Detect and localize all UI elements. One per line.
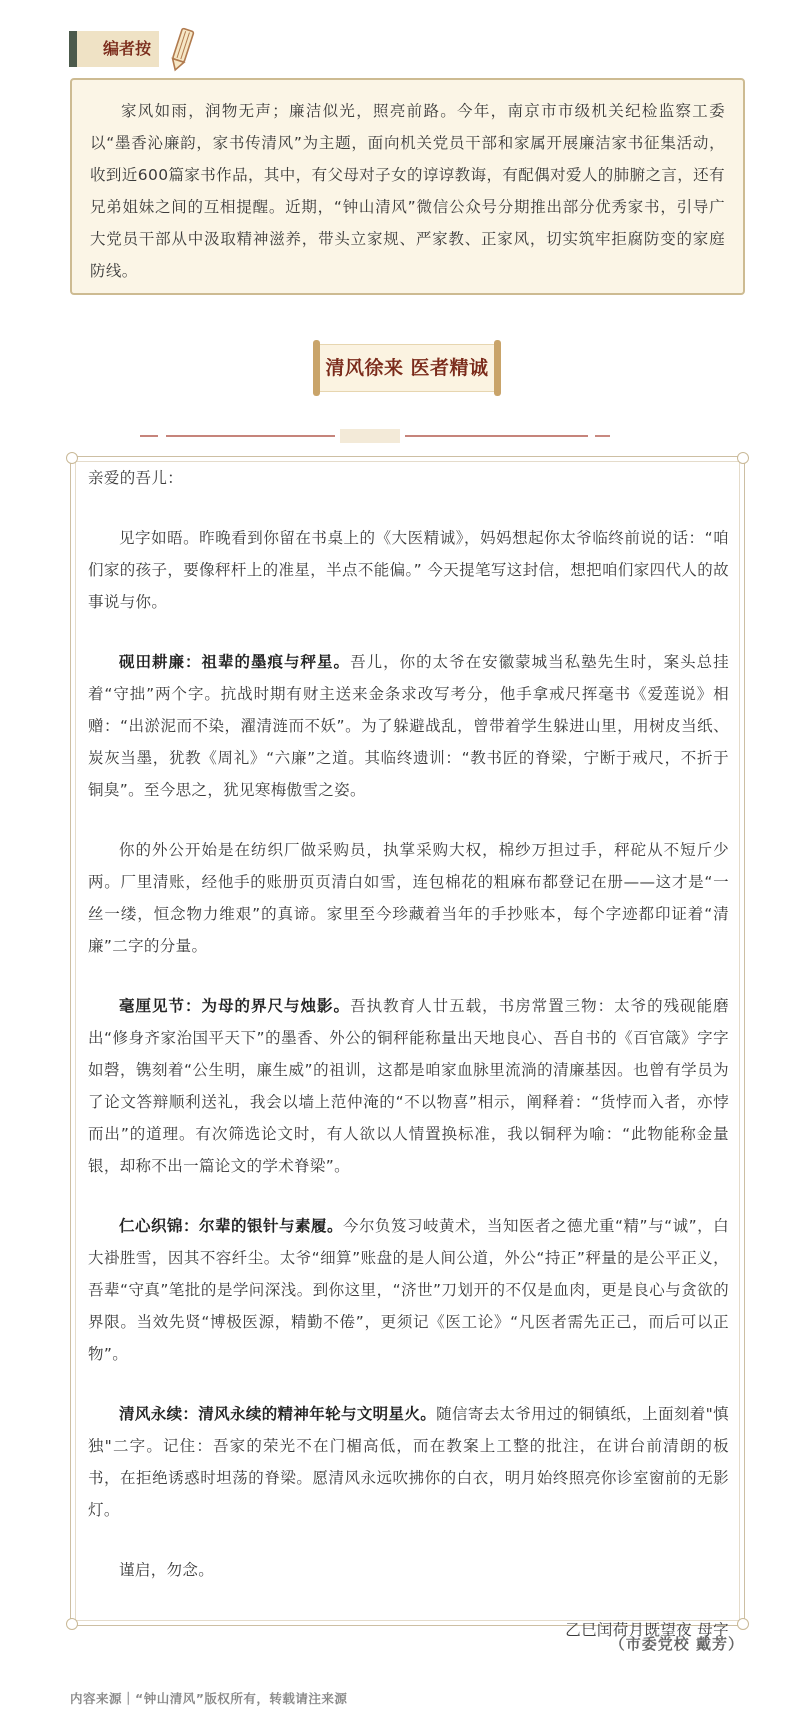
corner-ornament — [737, 1618, 749, 1630]
editor-note-title — [77, 31, 159, 67]
section-heading: 毫厘见节：为母的界尺与烛影。 — [119, 997, 351, 1015]
letter-paragraph — [88, 1210, 729, 1370]
editor-note-body: 家风如雨，润物无声；廉洁似光，照亮前路。今年，南京市市级机关纪检监察工委以“墨香沁廉韵，家书传清风”为主题，面向机关党员干部和家属开展廉洁家书征集活动，收到近600篇家书作品，其中，有父母对子女的谆谆教诲，有配偶对爱人的肺腑之言，还有兄弟姐妹之间的互相提醒。近期，“钟山清风”微信公众号分期推出部分优秀家书，引导广大党员干部从中汲取精神滋养，带头立家规、严家教、正家风，切实筑牢拒腐防变的家庭防线。 — [90, 102, 725, 280]
pencil-icon — [162, 25, 202, 73]
title-banner — [313, 340, 501, 396]
section-text: 随信寄去太爷用过的铜镇纸，上面刻着"慎独"二字。记住：吾家的荣光不在门楣高低，而在教案上工整的批注，在讲台前清朗的板书，在拒绝诱惑时坦荡的脊梁。愿清风永远吹拂你的白衣，明月始终照亮你诊室窗前的无影灯。 — [88, 1405, 729, 1519]
corner-ornament — [737, 452, 749, 464]
corner-ornament — [66, 452, 78, 464]
letter-paragraph — [88, 1398, 729, 1526]
article-title: 清风徐来 医者精诚 — [325, 357, 489, 379]
letter-paragraph: 你的外公开始是在纺织厂做采购员，执掌采购大权，棉纱万担过手，秤砣从不短斤少两。厂里清账，经他手的账册页页清白如雪，连包棉花的粗麻布都登记在册——这才是“一丝一缕，恒念物力维艰”的真谛。家里至今珍藏着当年的手抄账本，每个字迹都印证着“清廉”二字的分量。 — [88, 841, 729, 955]
letter-frame — [70, 456, 745, 1639]
letter-greeting: 亲爱的吾儿： — [88, 469, 184, 487]
decorative-divider — [140, 428, 670, 444]
section-text: 吾儿，你的太爷在安徽蒙城当私塾先生时，案头总挂着“守拙”两个字。抗战时期有财主送来金条求改写考分，他手拿戒尺挥毫书《爱莲说》相赠：“出淤泥而不染，濯清涟而不妖”。为了躲避战乱，曾带着学生躲进山里，用树皮当纸、炭灰当墨，犹教《周礼》“六廉”之道。其临终遗训：“教书匠的脊梁，宁断于戒尺，不折于铜臭”。至今思之，犹见寒梅傲雪之姿。 — [88, 653, 729, 799]
copyright-footer: 内容来源｜“钟山清风”版权所有，转载请注来源 — [70, 1691, 348, 1706]
letter-closing: 谨启，勿念。 — [119, 1561, 215, 1579]
section-heading: 砚田耕廉：祖辈的墨痕与秤星。 — [119, 653, 351, 671]
editor-note-bar — [69, 31, 77, 67]
corner-ornament — [66, 1618, 78, 1630]
letter-paragraph — [88, 646, 729, 806]
letter-paragraph: 见字如晤。昨晚看到你留在书桌上的《大医精诚》，妈妈想起你太爷临终前说的话：“咱们家的孩子，要像秤杆上的准星，半点不能偏。” 今天提笔写这封信，想把咱们家四代人的故事说与你。 — [88, 529, 729, 611]
letter-signature: 乙巳闰荷月既望夜 母字 — [565, 1621, 729, 1639]
section-heading: 仁心织锦：尔辈的银针与素履。 — [119, 1217, 344, 1235]
section-heading: 清风永续：清风永续的精神年轮与文明星火。 — [119, 1405, 437, 1423]
section-text: 今尔负笈习岐黄术，当知医者之德尤重“精”与“诚”，白大褂胜雪，因其不容纤尘。太爷“细算”账盘的是人间公道，外公“持正”秤量的是公平正义，吾辈“守真”笔批的是学问深浅。到你这里，“济世”刀划开的不仅是血肉，更是良心与贪欲的界限。当效先贤“博极医源，精勤不倦”，更须记《医工论》“凡医者需先正己，而后可以正物”。 — [88, 1217, 729, 1363]
author-source: （市委党校 戴芳） — [609, 1635, 744, 1653]
editor-note-header — [69, 31, 159, 67]
letter-paragraph — [88, 990, 729, 1182]
editor-note-box — [70, 78, 745, 295]
editor-note-title-text: 编者按 — [103, 39, 152, 58]
section-text: 吾执教育人廿五载，书房常置三物：太爷的残砚能磨出“修身齐家治国平天下”的墨香、外公的铜秤能称量出天地良心、吾自书的《百官箴》字字如磬，镌刻着“公生明，廉生威”的祖训，这都是咱家血脉里流淌的清廉基因。也曾有学员为了论文答辩顺利送礼，我会以墙上范仲淹的“不以物喜”相示，阐释着：“货悖而入者，亦悖而出”的道理。有次筛选论文时，有人欲以人情置换标准，我以铜秤为喻：“此物能称金量银，却称不出一篇论文的学术脊梁”。 — [88, 997, 729, 1175]
letter-body — [88, 462, 729, 1646]
banner-rod-right — [494, 340, 501, 396]
